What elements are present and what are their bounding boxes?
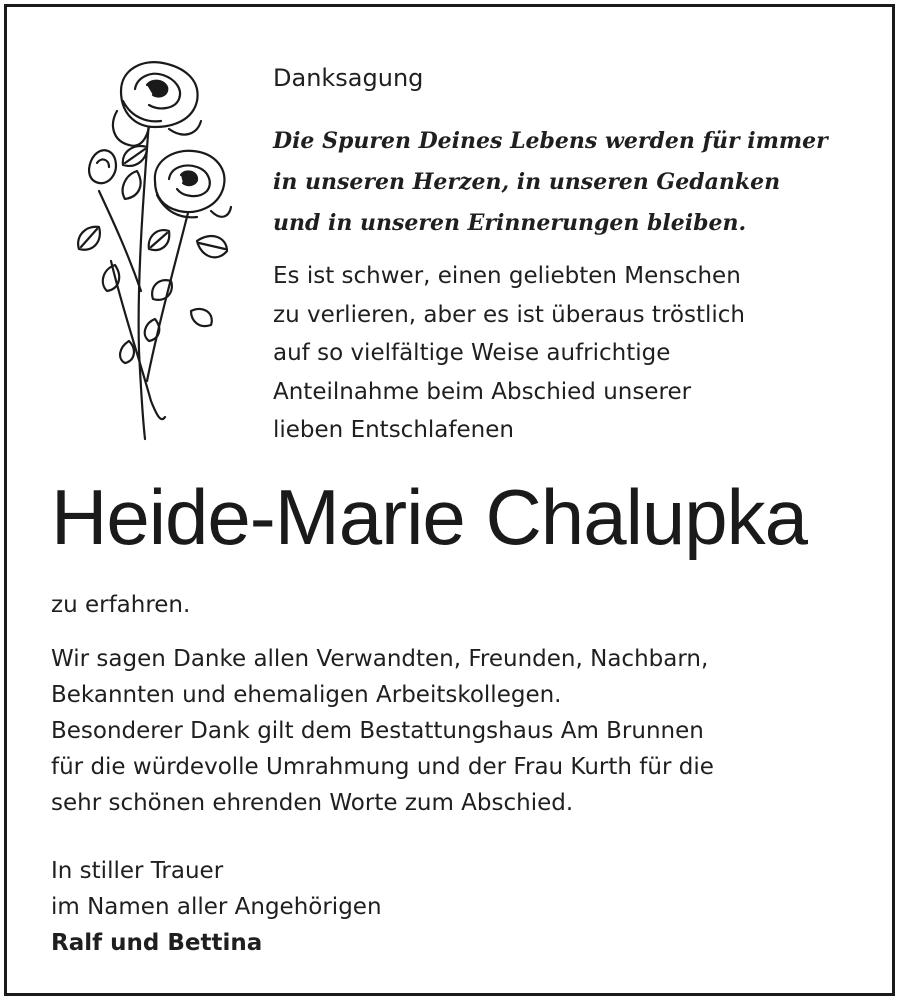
- thanks-line: Besonderer Dank gilt dem Bestattungshaus Am Brunnen: [51, 718, 704, 744]
- intro-line: Es ist schwer, einen geliebten Menschen: [273, 263, 741, 289]
- intro-line: zu verlieren, aber es ist überaus tröstlich: [273, 301, 745, 328]
- thanks-line: sehr schönen ehrenden Worte zum Abschied.: [51, 790, 574, 816]
- heading: Danksagung: [273, 64, 424, 92]
- rose-bouquet-icon: [51, 51, 237, 443]
- quote-line: in unseren Herzen, in unseren Gedanken: [273, 169, 781, 195]
- obituary-card: [4, 4, 895, 996]
- quote-line: Die Spuren Deines Lebens werden für immer: [273, 128, 828, 154]
- closing-block: [51, 853, 382, 961]
- quote: [273, 121, 828, 244]
- thanks-line: Wir sagen Danke allen Verwandten, Freunden, Nachbarn,: [51, 646, 709, 672]
- intro-line: lieben Entschlafenen: [273, 417, 514, 443]
- intro-tail: zu erfahren.: [51, 592, 191, 618]
- intro-line: auf so vielfältige Weise aufrichtige: [273, 340, 671, 366]
- quote-line: und in unseren Erinnerungen bleiben.: [273, 210, 747, 236]
- thanks-line: für die würdevolle Umrahmung und der Frau Kurth für die: [51, 754, 714, 780]
- deceased-name: Heide-Marie Chalupka: [51, 473, 808, 561]
- thanks-line: Bekannten und ehemaligen Arbeitskollegen.: [51, 682, 562, 708]
- intro-line: Anteilnahme beim Abschied unserer: [273, 378, 692, 405]
- signers: Ralf und Bettina: [51, 930, 263, 956]
- closing-line: im Namen aller Angehörigen: [51, 894, 382, 920]
- intro-paragraph: [273, 257, 745, 450]
- thanks-paragraph: [51, 641, 714, 821]
- closing-line: In stiller Trauer: [51, 858, 224, 884]
